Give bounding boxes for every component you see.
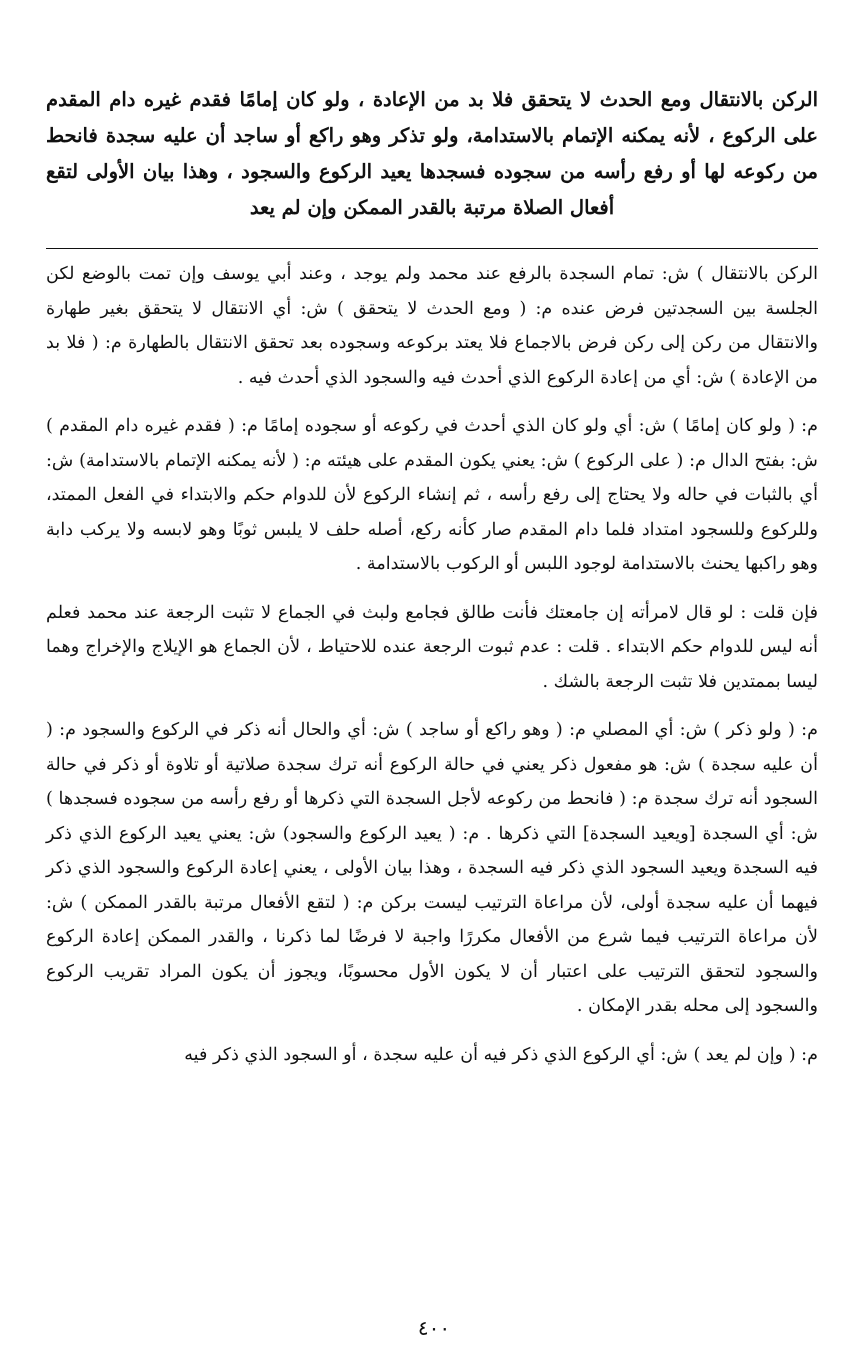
commentary-paragraph: الركن بالانتقال ) ش: تمام السجدة بالرفع عند محمد ولم يوجد ، وعند أبي يوسف وإن تمت بالوضع لكن الجلسة بين السجدتين فرض عنده م: ( ومع الحدث لا يتحقق ) ش: أي الانتقال لا يتحقق بغير طهارة والانتقال من ركن إلى ركن فرض بالاجماع فلا يعتد بركوعه وسجوده بعد تحقق الانتقال بالطهارة م: ( فلا بد من الإعادة ) ش: أي من إعادة الركوع الذي أحدث فيه والسجود الذي أحدث فيه .	[46, 264, 818, 388]
commentary-section	[46, 257, 818, 1072]
page-number: ٤٠٠	[417, 1316, 451, 1340]
commentary-paragraph: م: ( ولو كان إمامًا ) ش: أي ولو كان الذي أحدث في ركوعه أو سجوده إمامًا م: ( فقدم غيره دام المقدم ) ش: بفتح الدال م: ( على الركوع ) ش: يعني يكون المقدم على هيئته م: ( لأنه يمكنه الإتمام بالاستدامة) ش: أي بالثبات في حاله ولا يحتاج إلى رفع رأسه ، ثم إنشاء الركوع لأن للدوام حكم والابتداء في الفعل الممتد، وللركوع وللسجود امتداد فلما دام المقدم صار كأنه ركع، أصله حلف لا يلبس ثوبًا وهو لابسه ولا يركب دابة وهو راكبها يحنث بالاستدامة لوجود اللبس أو الركوب بالاستدامة .	[46, 416, 818, 574]
matn-text: الركن بالانتقال ومع الحدث لا يتحقق فلا بد من الإعادة ، ولو كان إمامًا فقدم غيره دام المقدم على الركوع ، لأنه يمكنه الإتمام بالاستدامة، ولو تذكر وهو راكع أو ساجد أن عليه سجدة فانحط من ركوعه لها أو رفع رأسه من سجوده فسجدها يعيد الركوع والسجود ، وهذا بيان الأولى لتقع أفعال الصلاة مرتبة بالقدر الممكن وإن لم يعد	[46, 88, 818, 219]
commentary-paragraph: م: ( وإن لم يعد ) ش: أي الركوع الذي ذكر فيه أن عليه سجدة ، أو السجود الذي ذكر فيه	[184, 1044, 818, 1065]
commentary-paragraph: م: ( ولو ذكر ) ش: أي المصلي م: ( وهو راكع أو ساجد ) ش: أي والحال أنه ذكر في الركوع والسجود م: ( أن عليه سجدة ) ش: هو مفعول ذكر يعني في حالة الركوع أنه ترك سجدة صلاتية أو تلاوة أو ذكر في حالة السجود أنه ترك سجدة م: ( فانحط من ركوعه لأجل السجدة التي ذكرها أو رفع رأسه من سجوده فسجدها ) ش: أي السجدة [ويعيد السجدة] التي ذكرها . م: ( يعيد الركوع والسجود) ش: يعني يعيد الركوع الذي ذكر فيه السجدة ويعيد السجود الذي ذكر فيه السجدة ، وهذا بيان الأولى ، يعني إعادة الركوع والسجود الذي ذكر فيهما أن عليه سجدة أولى، لأن مراعاة الترتيب ليست بركن م: ( لتقع الأفعال مرتبة بالقدر الممكن ) ش: لأن مراعاة الترتيب فيما شرع من الأفعال مكررًا واجبة لا فرضًا لما ذكرنا ، والقدر الممكن إعادة الركوع والسجود لتحقق الترتيب على اعتبار أن لا يكون الأول محسوبًا، ويجوز أن يكون المراد تقريب الركوع والسجود إلى محله بقدر الإمكان .	[46, 720, 818, 1016]
separator-rule	[46, 248, 818, 249]
commentary-paragraph: فإن قلت : لو قال لامرأته إن جامعتك فأنت طالق فجامع ولبث في الجماع لا تثبت الرجعة عند محمد فعلم أنه ليس للدوام حكم الابتداء . قلت : عدم ثبوت الرجعة عنده للاحتياط ، لأن الجماع هو الإيلاج والإخراج وهما ليسا بممتدين فلا تثبت الرجعة بالشك .	[46, 602, 818, 692]
